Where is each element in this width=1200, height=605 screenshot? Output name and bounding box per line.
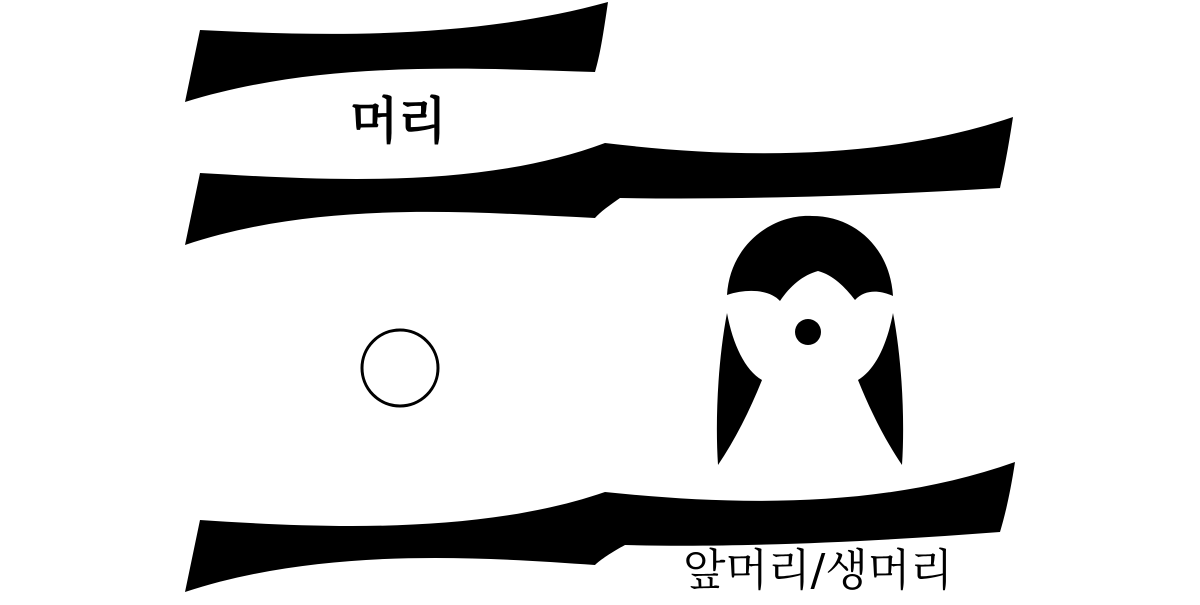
mouth-dot-icon: [795, 319, 821, 345]
girl-with-bangs-icon: [717, 216, 903, 465]
hair-right-strand-icon: [858, 313, 903, 465]
head-label: 머리: [350, 92, 447, 150]
bangs-label: 앞머리/생머리: [683, 545, 953, 596]
brush-stroke-middle-icon: [185, 117, 1013, 245]
circle-outline-icon: [362, 330, 438, 406]
hair-bangs-icon: [727, 216, 893, 301]
hair-left-strand-icon: [717, 313, 762, 465]
brush-stroke-top-icon: [185, 2, 608, 102]
